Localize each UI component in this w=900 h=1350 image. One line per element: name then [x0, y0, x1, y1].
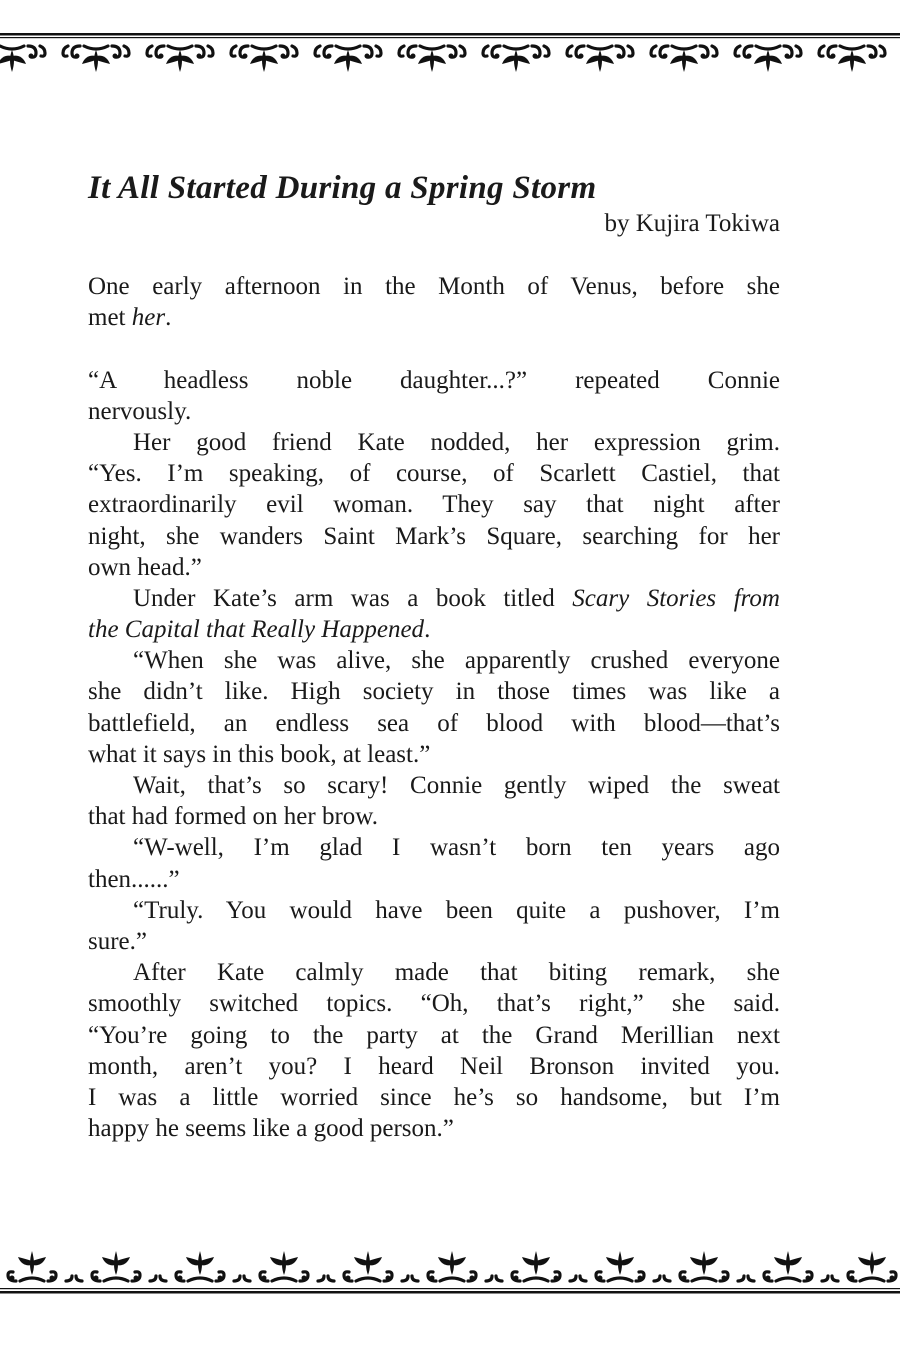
author-byline: by Kujira Tokiwa	[604, 210, 780, 237]
top-ornamental-border	[0, 28, 900, 78]
text-segment: extraordinarily evil woman. They say that night after	[88, 491, 780, 519]
text-line	[88, 957, 780, 988]
text-segment: own head.”	[88, 553, 202, 581]
text-line	[88, 427, 780, 458]
text-line	[88, 489, 780, 520]
text-segment: Under Kate’s arm was a book titled	[133, 584, 573, 612]
text-line	[88, 458, 780, 489]
text-segment: “Truly. You would have been quite a pushover, I’m	[133, 896, 780, 924]
text-line	[88, 676, 780, 707]
text-line	[88, 645, 780, 676]
text-segment: battlefield, an endless sea of blood with blood—that’s	[88, 709, 780, 737]
text-line	[88, 708, 780, 739]
text-segment: what it says in this book, at least.”	[88, 740, 431, 768]
text-line	[88, 926, 780, 957]
text-line	[88, 988, 780, 1019]
text-line	[88, 583, 780, 614]
text-line	[88, 1051, 780, 1082]
text-segment: Wait, that’s so scary! Connie gently wiped the sweat	[133, 772, 780, 799]
text-segment: sure.”	[88, 927, 147, 955]
text-line	[88, 271, 780, 302]
story-title: It All Started During a Spring Storm	[88, 170, 597, 206]
text-segment: After Kate calmly made that biting remark, she	[133, 959, 780, 987]
text-segment: I was a little worried since he’s so handsome, but I’m	[88, 1083, 780, 1111]
paragraph-break	[88, 333, 780, 364]
text-segment: .	[165, 304, 172, 332]
italic-text: Scary Stories from	[572, 584, 780, 612]
text-segment: “W-well, I’m glad I wasn’t born ten years ago	[133, 834, 780, 862]
text-segment: happy he seems like a good person.”	[88, 1115, 454, 1143]
story-body	[88, 271, 780, 1144]
text-line	[88, 552, 780, 583]
text-segment: smoothly switched topics. “Oh, that’s right,” she said.	[88, 990, 780, 1018]
text-line	[88, 396, 780, 427]
text-segment: nervously.	[88, 397, 192, 425]
text-segment: that had formed on her brow.	[88, 803, 378, 831]
text-segment: “When she was alive, she apparently crushed everyone	[133, 647, 780, 675]
text-line	[88, 801, 780, 832]
text-segment: met	[88, 304, 132, 332]
text-segment: “Yes. I’m speaking, of course, of Scarlett Castiel, that	[88, 460, 780, 488]
text-segment: month, aren’t you? I heard Neil Bronson invited you.	[88, 1052, 780, 1080]
text-line	[88, 365, 780, 396]
text-segment: One early afternoon in the Month of Venus, before she	[88, 273, 780, 300]
text-line	[88, 1113, 780, 1144]
text-line	[88, 739, 780, 770]
text-segment: Her good friend Kate nodded, her expression grim.	[133, 428, 780, 456]
text-line	[88, 302, 780, 333]
text-line	[88, 614, 780, 645]
text-line	[88, 864, 780, 895]
text-line	[88, 521, 780, 552]
italic-text: her	[131, 304, 166, 332]
text-line	[88, 895, 780, 926]
text-segment: she didn’t like. High society in those times was like a	[88, 678, 780, 706]
text-line	[88, 1082, 780, 1113]
text-segment: then......”	[88, 865, 180, 893]
text-line	[88, 770, 780, 801]
italic-text: the Capital that Really Happened	[88, 616, 425, 644]
text-line	[88, 832, 780, 863]
text-segment: .	[424, 616, 431, 644]
text-line	[88, 1020, 780, 1051]
text-segment: “A headless noble daughter...?” repeated Connie	[88, 366, 780, 394]
text-segment: “You’re going to the party at the Grand Merillian next	[88, 1021, 780, 1049]
text-segment: night, she wanders Saint Mark’s Square, searching for her	[88, 522, 780, 550]
bottom-ornamental-border	[0, 1245, 900, 1297]
